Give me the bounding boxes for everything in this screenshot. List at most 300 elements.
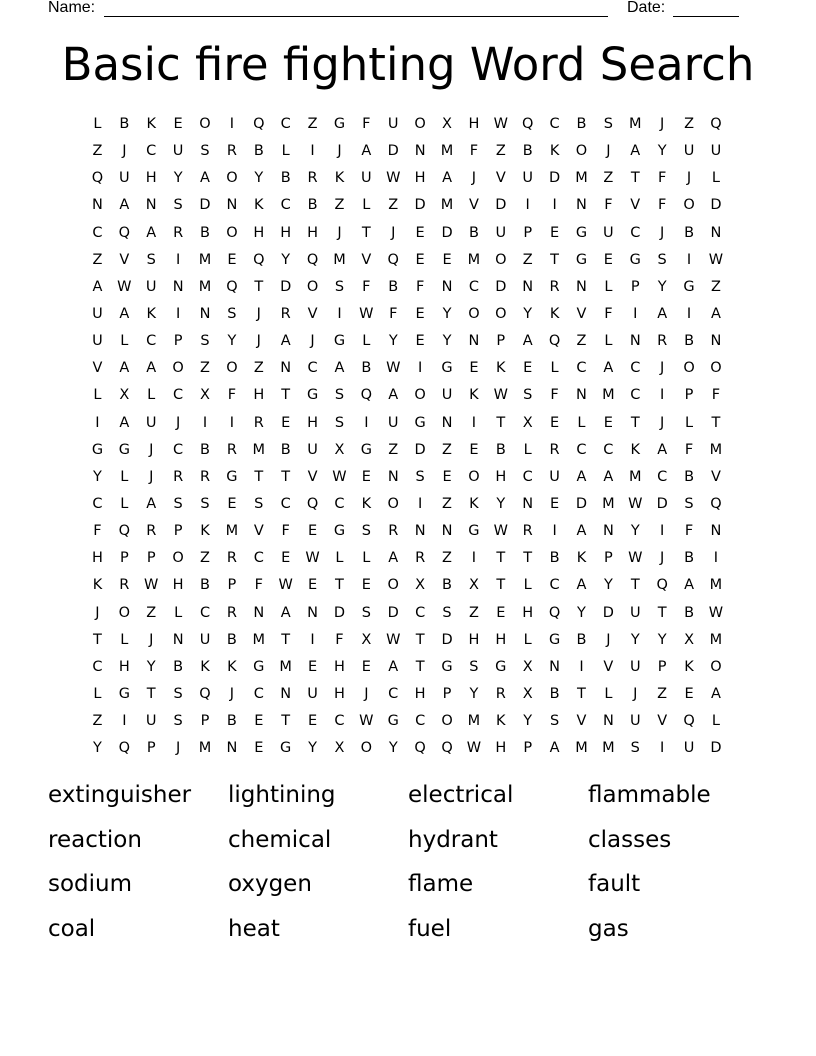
- grid-letter: S: [173, 197, 183, 214]
- grid-letter: B: [200, 224, 210, 241]
- grid-letter: U: [387, 116, 399, 132]
- grid-letter: E: [415, 251, 425, 268]
- grid-letter: G: [306, 387, 319, 404]
- grid-letter: X: [119, 387, 130, 404]
- grid-row: [84, 277, 729, 304]
- grid-letter: I: [364, 414, 369, 431]
- grid-letter: N: [549, 658, 561, 675]
- grid-letter: C: [415, 713, 426, 730]
- grid-letter: F: [657, 197, 667, 214]
- grid-letter: E: [307, 523, 318, 540]
- grid-letter: O: [172, 360, 184, 377]
- grid-letter: E: [442, 468, 452, 485]
- grid-letter: E: [469, 360, 479, 377]
- grid-letter: A: [119, 414, 130, 431]
- grid-letter: N: [92, 197, 103, 214]
- grid-letter: N: [522, 495, 534, 512]
- grid-letter: B: [200, 577, 210, 594]
- grid-letter: K: [684, 658, 694, 675]
- grid-row: [84, 114, 729, 141]
- grid-row: [84, 575, 729, 602]
- grid-letter: A: [146, 224, 157, 241]
- grid-letter: E: [227, 251, 237, 268]
- grid-letter: R: [119, 577, 130, 594]
- word-bank-item: electrical: [408, 782, 514, 808]
- grid-letter: Q: [548, 604, 561, 621]
- grid-letter: V: [630, 197, 641, 214]
- grid-letter: G: [575, 251, 588, 268]
- grid-letter: Q: [360, 387, 373, 404]
- grid-letter: V: [361, 251, 372, 268]
- grid-letter: D: [333, 604, 346, 621]
- grid-letter: V: [576, 713, 587, 730]
- grid-letter: E: [281, 550, 291, 567]
- grid-letter: M: [709, 631, 723, 648]
- grid-letter: R: [388, 523, 399, 540]
- grid-letter: C: [549, 116, 560, 132]
- grid-letter: C: [334, 495, 345, 512]
- grid-letter: F: [469, 143, 479, 160]
- grid-letter: V: [307, 468, 318, 485]
- grid-letter: S: [442, 604, 452, 621]
- grid-letter: R: [146, 523, 157, 540]
- grid-letter: N: [710, 333, 722, 350]
- grid-letter: N: [172, 278, 184, 295]
- grid-letter: U: [145, 713, 157, 730]
- grid-letter: E: [523, 360, 533, 377]
- grid-letter: I: [552, 197, 557, 214]
- grid-letter: G: [441, 658, 453, 675]
- grid-letter: E: [603, 414, 613, 431]
- grid-letter: G: [495, 658, 507, 675]
- grid-letter: U: [603, 224, 614, 241]
- grid-letter: P: [173, 523, 183, 540]
- grid-letter: L: [120, 333, 129, 350]
- date-field-line[interactable]: [673, 16, 739, 17]
- grid-letter: Z: [468, 604, 479, 621]
- grid-letter: T: [496, 550, 506, 567]
- grid-letter: L: [523, 577, 532, 594]
- grid-letter: G: [118, 441, 130, 458]
- grid-letter: J: [633, 685, 638, 702]
- grid-row: [84, 141, 729, 168]
- grid-letter: P: [496, 333, 506, 350]
- grid-letter: X: [415, 577, 426, 594]
- grid-letter: Y: [630, 523, 640, 540]
- grid-letter: N: [602, 713, 614, 730]
- grid-letter: F: [362, 278, 371, 295]
- grid-letter: B: [200, 441, 210, 458]
- grid-letter: F: [684, 441, 694, 458]
- grid-letter: A: [119, 305, 130, 322]
- grid-letter: I: [686, 251, 692, 268]
- grid-letter: O: [495, 251, 507, 268]
- grid-letter: G: [333, 116, 346, 132]
- grid-letter: H: [334, 658, 345, 675]
- grid-letter: H: [172, 577, 184, 594]
- grid-letter: Z: [522, 251, 533, 268]
- grid-letter: A: [657, 441, 668, 458]
- grid-row: [84, 521, 729, 548]
- grid-letter: R: [307, 170, 318, 187]
- grid-letter: O: [226, 224, 238, 241]
- grid-letter: R: [415, 550, 426, 567]
- grid-letter: Z: [442, 441, 452, 458]
- grid-letter: M: [467, 713, 481, 730]
- grid-letter: G: [683, 278, 695, 295]
- grid-letter: N: [387, 468, 399, 485]
- grid-letter: D: [575, 495, 588, 512]
- grid-letter: K: [469, 387, 479, 404]
- grid-letter: X: [334, 441, 345, 458]
- grid-letter: R: [226, 441, 237, 458]
- grid-letter: A: [630, 143, 641, 160]
- grid-letter: Y: [254, 170, 264, 187]
- grid-letter: Z: [710, 278, 721, 295]
- grid-letter: C: [576, 360, 587, 377]
- grid-letter: U: [145, 414, 157, 431]
- grid-letter: N: [441, 523, 453, 540]
- grid-letter: K: [334, 170, 345, 187]
- grid-letter: M: [440, 197, 454, 214]
- grid-letter: Q: [306, 251, 319, 268]
- grid-letter: Y: [523, 713, 533, 730]
- grid-letter: I: [579, 658, 584, 675]
- word-bank-item: extinguisher: [48, 782, 192, 808]
- grid-letter: G: [629, 251, 641, 268]
- grid-letter: O: [495, 305, 507, 322]
- grid-letter: M: [467, 251, 481, 268]
- grid-letter: Z: [603, 170, 614, 187]
- grid-letter: V: [253, 523, 264, 540]
- grid-letter: L: [93, 116, 102, 132]
- grid-letter: M: [440, 143, 454, 160]
- grid-letter: B: [684, 224, 695, 241]
- grid-letter: O: [360, 740, 373, 757]
- grid-letter: C: [253, 685, 264, 702]
- grid-letter: W: [144, 577, 159, 594]
- grid-letter: S: [630, 740, 640, 757]
- grid-letter: X: [522, 414, 533, 431]
- grid-letter: Y: [496, 495, 506, 512]
- word-bank-item: lightining: [228, 782, 336, 808]
- grid-letter: O: [710, 658, 722, 675]
- grid-letter: D: [495, 197, 507, 214]
- grid-letter: E: [550, 495, 560, 512]
- grid-letter: T: [496, 577, 506, 594]
- grid-letter: F: [254, 577, 263, 594]
- grid-row: [84, 195, 729, 222]
- grid-letter: Q: [118, 740, 131, 757]
- grid-letter: A: [576, 468, 587, 485]
- grid-letter: P: [630, 278, 640, 295]
- grid-letter: N: [576, 278, 587, 295]
- grid-letter: O: [172, 550, 184, 567]
- grid-letter: R: [495, 685, 506, 702]
- word-bank-item: chemical: [228, 826, 332, 853]
- grid-letter: A: [200, 170, 210, 187]
- grid-letter: J: [391, 224, 396, 241]
- grid-letter: N: [226, 197, 238, 214]
- grid-letter: C: [468, 278, 479, 295]
- grid-letter: P: [523, 740, 533, 757]
- grid-letter: Y: [93, 740, 102, 757]
- grid-letter: W: [117, 278, 132, 295]
- grid-letter: S: [523, 387, 533, 404]
- grid-letter: U: [629, 658, 641, 675]
- grid-letter: E: [415, 333, 425, 350]
- grid-letter: T: [281, 713, 291, 730]
- grid-letter: M: [225, 523, 239, 540]
- grid-letter: L: [523, 441, 532, 458]
- grid-letter: N: [253, 604, 265, 621]
- grid-letter: J: [606, 631, 611, 648]
- grid-letter: M: [629, 468, 642, 485]
- grid-letter: C: [603, 441, 614, 458]
- grid-letter: B: [253, 143, 264, 160]
- grid-letter: L: [120, 495, 129, 512]
- grid-letter: O: [226, 360, 238, 377]
- grid-letter: J: [95, 604, 100, 621]
- grid-letter: R: [522, 523, 533, 540]
- grid-letter: O: [575, 143, 588, 160]
- grid-letter: Q: [253, 116, 265, 132]
- grid-letter: J: [122, 143, 127, 160]
- grid-letter: I: [660, 387, 665, 404]
- grid-letter: Z: [442, 495, 452, 512]
- grid-letter: S: [549, 713, 560, 730]
- word-bank-item: gas: [588, 915, 629, 942]
- grid-letter: W: [278, 577, 293, 594]
- grid-letter: G: [468, 523, 480, 540]
- grid-letter: C: [92, 658, 103, 675]
- grid-letter: V: [119, 251, 130, 268]
- grid-letter: V: [468, 197, 479, 214]
- grid-letter: H: [307, 414, 319, 431]
- grid-letter: N: [576, 197, 587, 214]
- grid-letter: T: [577, 685, 586, 702]
- grid-letter: W: [386, 631, 401, 648]
- grid-letter: Q: [306, 495, 319, 512]
- grid-letter: J: [364, 685, 369, 702]
- grid-letter: T: [415, 658, 425, 675]
- grid-letter: M: [575, 740, 588, 757]
- grid-letter: Q: [414, 740, 426, 757]
- grid-letter: X: [442, 116, 452, 132]
- grid-letter: P: [119, 550, 129, 567]
- grid-letter: A: [442, 170, 452, 187]
- grid-letter: Z: [334, 197, 345, 214]
- grid-letter: V: [657, 713, 668, 730]
- grid-letter: D: [710, 740, 722, 757]
- word-bank-item: oxygen: [228, 871, 312, 897]
- grid-letter: U: [92, 305, 103, 322]
- grid-letter: R: [549, 278, 560, 295]
- grid-letter: O: [683, 360, 695, 377]
- grid-letter: K: [146, 305, 156, 322]
- grid-letter: Y: [146, 658, 156, 675]
- grid-letter: B: [684, 604, 695, 621]
- grid-letter: J: [149, 631, 154, 648]
- grid-letter: C: [146, 143, 157, 160]
- grid-letter: X: [200, 387, 210, 404]
- grid-letter: L: [93, 387, 102, 404]
- grid-letter: C: [280, 495, 291, 512]
- grid-letter: B: [280, 441, 291, 458]
- grid-letter: M: [709, 441, 723, 458]
- grid-letter: P: [603, 550, 613, 567]
- grid-letter: K: [254, 197, 264, 214]
- grid-row: [84, 413, 729, 440]
- grid-letter: H: [307, 224, 319, 241]
- grid-letter: F: [281, 523, 290, 540]
- grid-letter: P: [657, 658, 667, 675]
- grid-letter: K: [92, 577, 103, 594]
- grid-letter: G: [333, 333, 346, 350]
- grid-letter: B: [307, 197, 318, 214]
- grid-letter: F: [604, 197, 613, 214]
- grid-letter: S: [173, 495, 183, 512]
- grid-letter: N: [629, 333, 641, 350]
- grid-letter: D: [656, 495, 668, 512]
- grid-letter: J: [660, 414, 665, 431]
- grid-letter: A: [146, 360, 157, 377]
- grid-letter: N: [468, 333, 480, 350]
- grid-letter: Y: [657, 631, 667, 648]
- grid-row: [84, 711, 729, 738]
- grid-letter: I: [660, 523, 665, 540]
- grid-letter: Q: [226, 278, 238, 295]
- grid-letter: C: [630, 224, 641, 241]
- grid-letter: Q: [710, 116, 722, 132]
- grid-letter: N: [307, 604, 318, 621]
- grid-letter: O: [199, 116, 211, 132]
- grid-letter: Z: [92, 713, 103, 730]
- grid-letter: G: [226, 468, 238, 485]
- grid-letter: U: [441, 387, 453, 404]
- grid-letter: A: [710, 305, 721, 322]
- grid-letter: R: [549, 441, 560, 458]
- grid-letter: R: [173, 224, 184, 241]
- grid-letter: B: [684, 550, 695, 567]
- grid-letter: U: [172, 143, 184, 160]
- grid-letter: C: [253, 550, 264, 567]
- word-bank: [48, 779, 768, 957]
- grid-letter: S: [334, 278, 345, 295]
- grid-letter: W: [493, 387, 508, 404]
- grid-letter: N: [576, 387, 587, 404]
- grid-letter: A: [388, 550, 399, 567]
- word-bank-item: classes: [588, 826, 672, 853]
- grid-letter: Q: [118, 523, 131, 540]
- grid-letter: J: [660, 550, 665, 567]
- grid-letter: Y: [281, 251, 291, 268]
- grid-letter: N: [441, 278, 453, 295]
- name-field-line[interactable]: [104, 16, 608, 17]
- grid-letter: R: [226, 550, 237, 567]
- grid-letter: D: [280, 278, 292, 295]
- grid-letter: I: [122, 713, 127, 730]
- grid-letter: B: [576, 631, 587, 648]
- grid-letter: S: [227, 305, 237, 322]
- grid-letter: S: [361, 604, 371, 621]
- grid-letter: E: [254, 740, 264, 757]
- grid-letter: W: [359, 713, 374, 730]
- grid-letter: D: [199, 197, 211, 214]
- grid-letter: I: [660, 740, 665, 757]
- grid-letter: E: [684, 685, 694, 702]
- grid-letter: E: [173, 116, 183, 132]
- grid-letter: E: [415, 305, 425, 322]
- grid-letter: G: [333, 523, 346, 540]
- grid-letter: E: [227, 495, 237, 512]
- grid-letter: Z: [253, 360, 264, 377]
- grid-letter: U: [307, 441, 318, 458]
- grid-letter: E: [281, 414, 291, 431]
- grid-letter: V: [92, 360, 103, 377]
- grid-letter: C: [307, 360, 318, 377]
- grid-letter: F: [711, 387, 721, 404]
- grid-letter: H: [91, 550, 103, 567]
- grid-letter: A: [657, 305, 668, 322]
- grid-letter: M: [198, 740, 212, 757]
- grid-letter: U: [629, 713, 641, 730]
- grid-letter: K: [469, 495, 479, 512]
- grid-letter: C: [146, 333, 157, 350]
- grid-letter: N: [441, 414, 453, 431]
- grid-letter: H: [468, 631, 480, 648]
- grid-letter: T: [335, 577, 344, 594]
- name-label: Name:: [48, 0, 96, 16]
- grid-letter: Z: [200, 360, 210, 377]
- grid-letter: J: [337, 143, 342, 160]
- grid-letter: I: [417, 360, 423, 377]
- page-title: Basic fire fighting Word Search: [61, 38, 755, 91]
- grid-letter: O: [387, 577, 399, 594]
- grid-letter: G: [118, 685, 130, 702]
- grid-letter: T: [415, 631, 425, 648]
- word-bank-item: fuel: [408, 915, 452, 942]
- grid-letter: I: [229, 116, 235, 132]
- grid-letter: L: [174, 604, 183, 621]
- grid-letter: A: [92, 278, 103, 295]
- grid-letter: E: [254, 713, 264, 730]
- grid-letter: J: [175, 414, 181, 431]
- grid-letter: P: [173, 333, 183, 350]
- grid-letter: N: [710, 523, 722, 540]
- grid-letter: R: [280, 305, 291, 322]
- grid-letter: I: [471, 414, 477, 431]
- grid-letter: Q: [521, 116, 534, 132]
- grid-letter: J: [660, 224, 665, 241]
- grid-letter: K: [227, 658, 237, 675]
- grid-letter: A: [710, 685, 721, 702]
- grid-letter: D: [414, 441, 426, 458]
- grid-letter: G: [387, 713, 399, 730]
- grid-letter: G: [253, 658, 265, 675]
- grid-letter: J: [310, 333, 315, 350]
- grid-letter: M: [629, 116, 642, 132]
- grid-letter: B: [549, 550, 560, 567]
- grid-letter: Z: [442, 550, 452, 567]
- grid-letter: E: [361, 658, 371, 675]
- grid-letter: F: [550, 387, 559, 404]
- grid-letter: Y: [173, 170, 183, 187]
- grid-letter: F: [362, 116, 371, 132]
- header: [0, 0, 816, 20]
- grid-letter: F: [389, 305, 398, 322]
- grid-letter: Y: [388, 740, 398, 757]
